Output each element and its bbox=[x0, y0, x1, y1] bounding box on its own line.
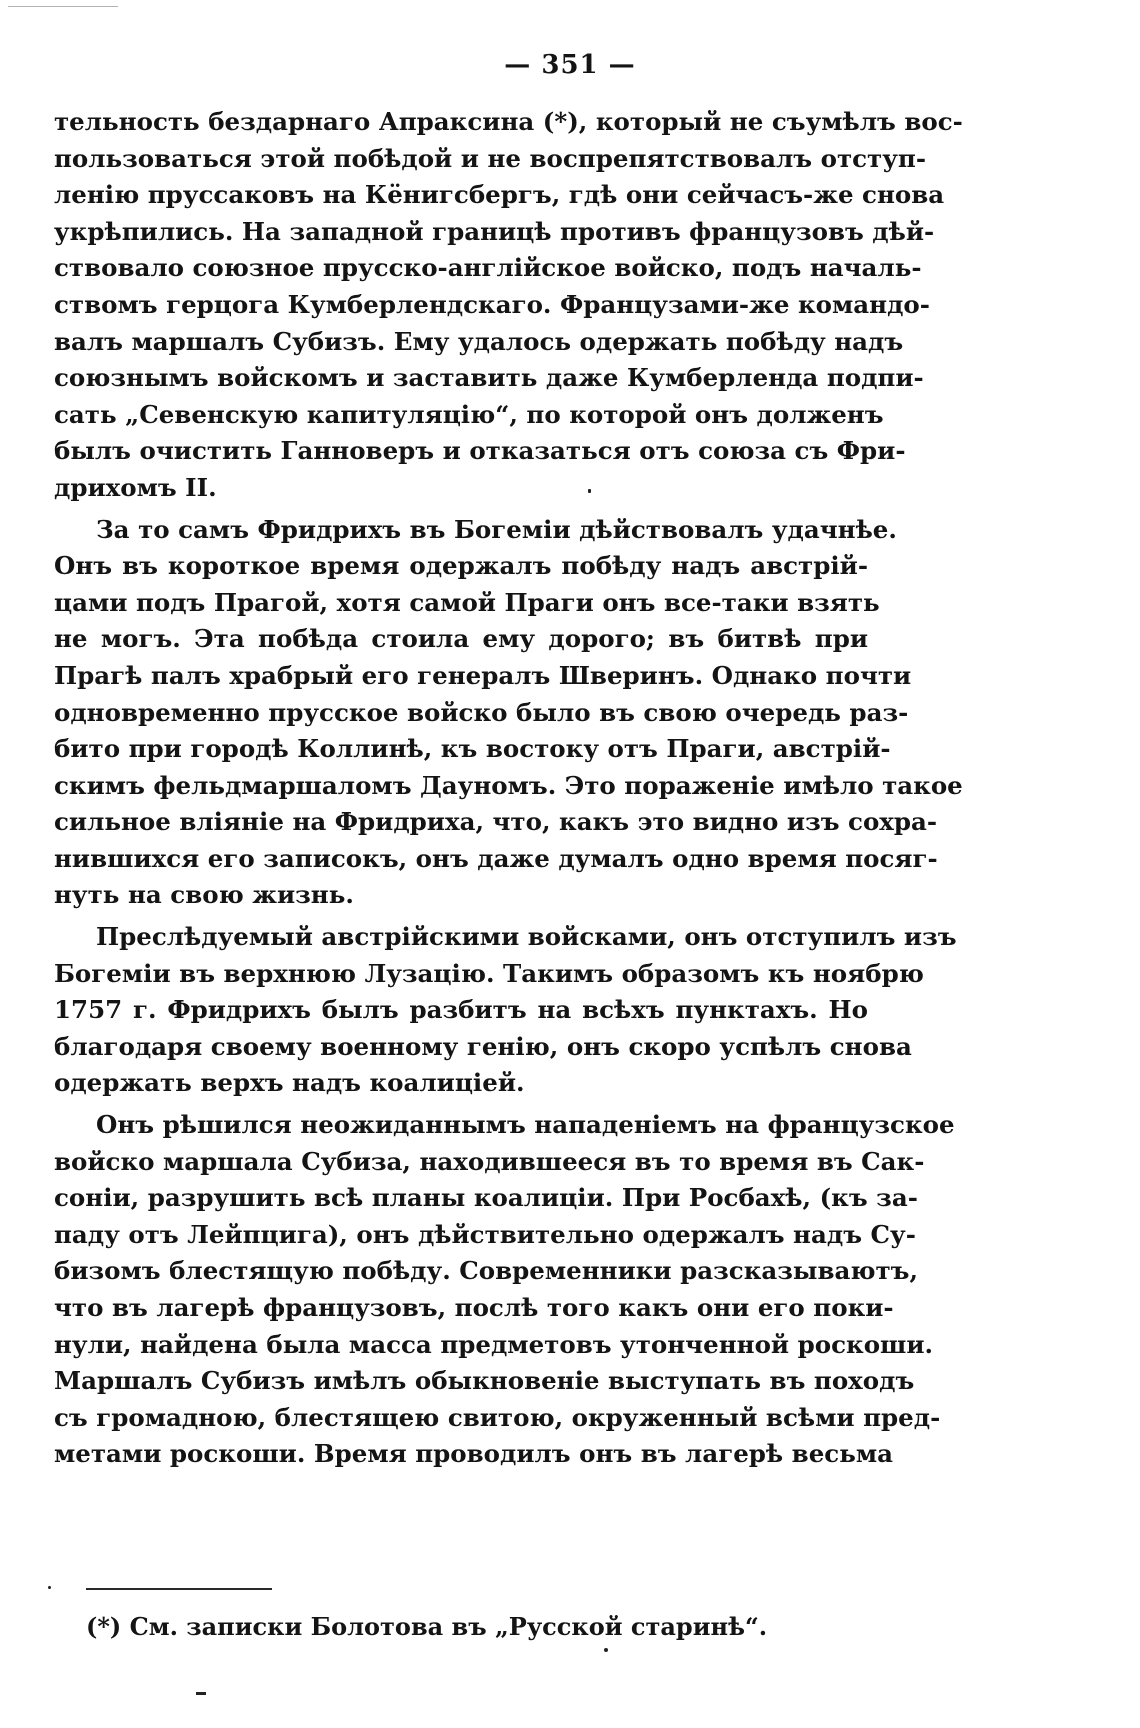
text-line: благодаря своему военному генію, онъ скоро успѣлъ снова bbox=[54, 1031, 912, 1061]
text-line: Маршалъ Субизъ имѣлъ обыкновеніе выступать въ походъ bbox=[54, 1366, 915, 1396]
scan-speck bbox=[604, 1648, 608, 1652]
text-line: что въ лагерѣ французовъ, послѣ того какъ они его поки- bbox=[54, 1293, 894, 1322]
text-line: Онъ въ короткое время одержалъ побѣду надъ австрій- bbox=[54, 551, 868, 581]
text-line: ствовало союзное прусско-англійское войско, подъ началь- bbox=[54, 253, 922, 283]
text-line: дрихомъ II. bbox=[54, 472, 217, 502]
text-line: 1757 г. Фридрихъ былъ разбитъ на всѣхъ пунктахъ. Но bbox=[54, 995, 868, 1025]
text-line: пользоваться этой побѣдой и не воспрепятствовалъ отступ- bbox=[54, 143, 927, 173]
scan-speck bbox=[48, 1586, 51, 1589]
paragraph-1 bbox=[54, 104, 963, 507]
text-line: За то самъ Фридрихъ въ Богеміи дѣйствовалъ удачнѣе. bbox=[96, 514, 897, 544]
footnote: (*) См. записки Болотова въ „Русской старинѣ“. bbox=[86, 1612, 768, 1641]
text-line: союзнымъ войскомъ и заставить даже Кумберленда подпи- bbox=[54, 363, 924, 393]
text-line: соніи, разрушить всѣ планы коалиціи. При Росбахѣ, (къ за- bbox=[54, 1183, 918, 1213]
text-line: валъ маршалъ Субизъ. Ему удалось одержать побѣду надъ bbox=[54, 326, 904, 356]
text-line: нули, найдена была масса предметовъ утонченной роскоши. bbox=[54, 1329, 934, 1359]
paragraph-2 bbox=[54, 512, 963, 915]
text-line: бито при городѣ Коллинѣ, къ востоку отъ Праги, австрій- bbox=[54, 734, 891, 764]
text-line: укрѣпились. На западной границѣ противъ французовъ дѣй- bbox=[54, 216, 935, 246]
text-line: былъ очистить Ганноверъ и отказаться отъ союза съ Фри- bbox=[54, 436, 906, 466]
text-line: тельность бездарнаго Апраксина (*), который не съумѣлъ вос- bbox=[54, 107, 963, 136]
text-line: нившихся его записокъ, онъ даже думалъ одно время посяг- bbox=[54, 843, 938, 873]
scan-speck bbox=[196, 1692, 206, 1695]
text-line: скимъ фельдмаршаломъ Дауномъ. Это пораженіе имѣло такое bbox=[54, 770, 963, 800]
text-line: войско маршала Субиза, находившееся въ то время въ Сак- bbox=[54, 1146, 925, 1176]
text-line: одержать верхъ надъ коалиціей. bbox=[54, 1068, 525, 1098]
text-line: ленію пруссаковъ на Кёнигсбергъ, гдѣ они сейчасъ-же снова bbox=[54, 180, 945, 210]
text-line: съ громадною, блестящею свитою, окруженный всѣми пред- bbox=[54, 1402, 941, 1432]
paragraph-4 bbox=[54, 1107, 955, 1473]
footnote-divider bbox=[86, 1588, 272, 1590]
scan-speck bbox=[8, 6, 118, 7]
text-line: сильное вліяніе на Фридриха, что, какъ это видно изъ сохра- bbox=[54, 807, 938, 837]
text-line: одновременно прусское войско было въ свою очередь раз- bbox=[54, 697, 909, 727]
text-line: Богеміи въ верхнюю Лузацію. Такимъ образомъ къ ноябрю bbox=[54, 958, 924, 988]
scan-speck bbox=[588, 489, 591, 493]
page-number: — 351 — bbox=[504, 50, 636, 80]
text-line: сать „Севенскую капитуляцію“, по которой онъ долженъ bbox=[54, 399, 884, 429]
text-line: Прагѣ палъ храбрый его генералъ Шверинъ. Однако почти bbox=[54, 660, 912, 690]
text-line: ствомъ герцога Кумберлендскаго. Французами-же командо- bbox=[54, 289, 930, 319]
text-line: метами роскоши. Время проводилъ онъ въ лагерѣ весьма bbox=[54, 1439, 893, 1469]
body-text bbox=[54, 104, 963, 1478]
text-line: цами подъ Прагой, хотя самой Праги онъ все-таки взять bbox=[54, 587, 880, 617]
text-line: бизомъ блестящую побѣду. Современники разсказываютъ, bbox=[54, 1256, 918, 1286]
text-line: паду отъ Лейпцига), онъ дѣйствительно одержалъ надъ Су- bbox=[54, 1219, 916, 1249]
paragraph-3 bbox=[54, 919, 957, 1102]
text-line: Преслѣдуемый австрійскими войсками, онъ отступилъ изъ bbox=[96, 922, 957, 952]
text-line: нуть на свою жизнь. bbox=[54, 880, 354, 910]
text-line: не могъ. Эта побѣда стоила ему дорого; въ битвѣ при bbox=[54, 624, 868, 654]
text-line: Онъ рѣшился неожиданнымъ нападеніемъ на французское bbox=[96, 1110, 955, 1140]
